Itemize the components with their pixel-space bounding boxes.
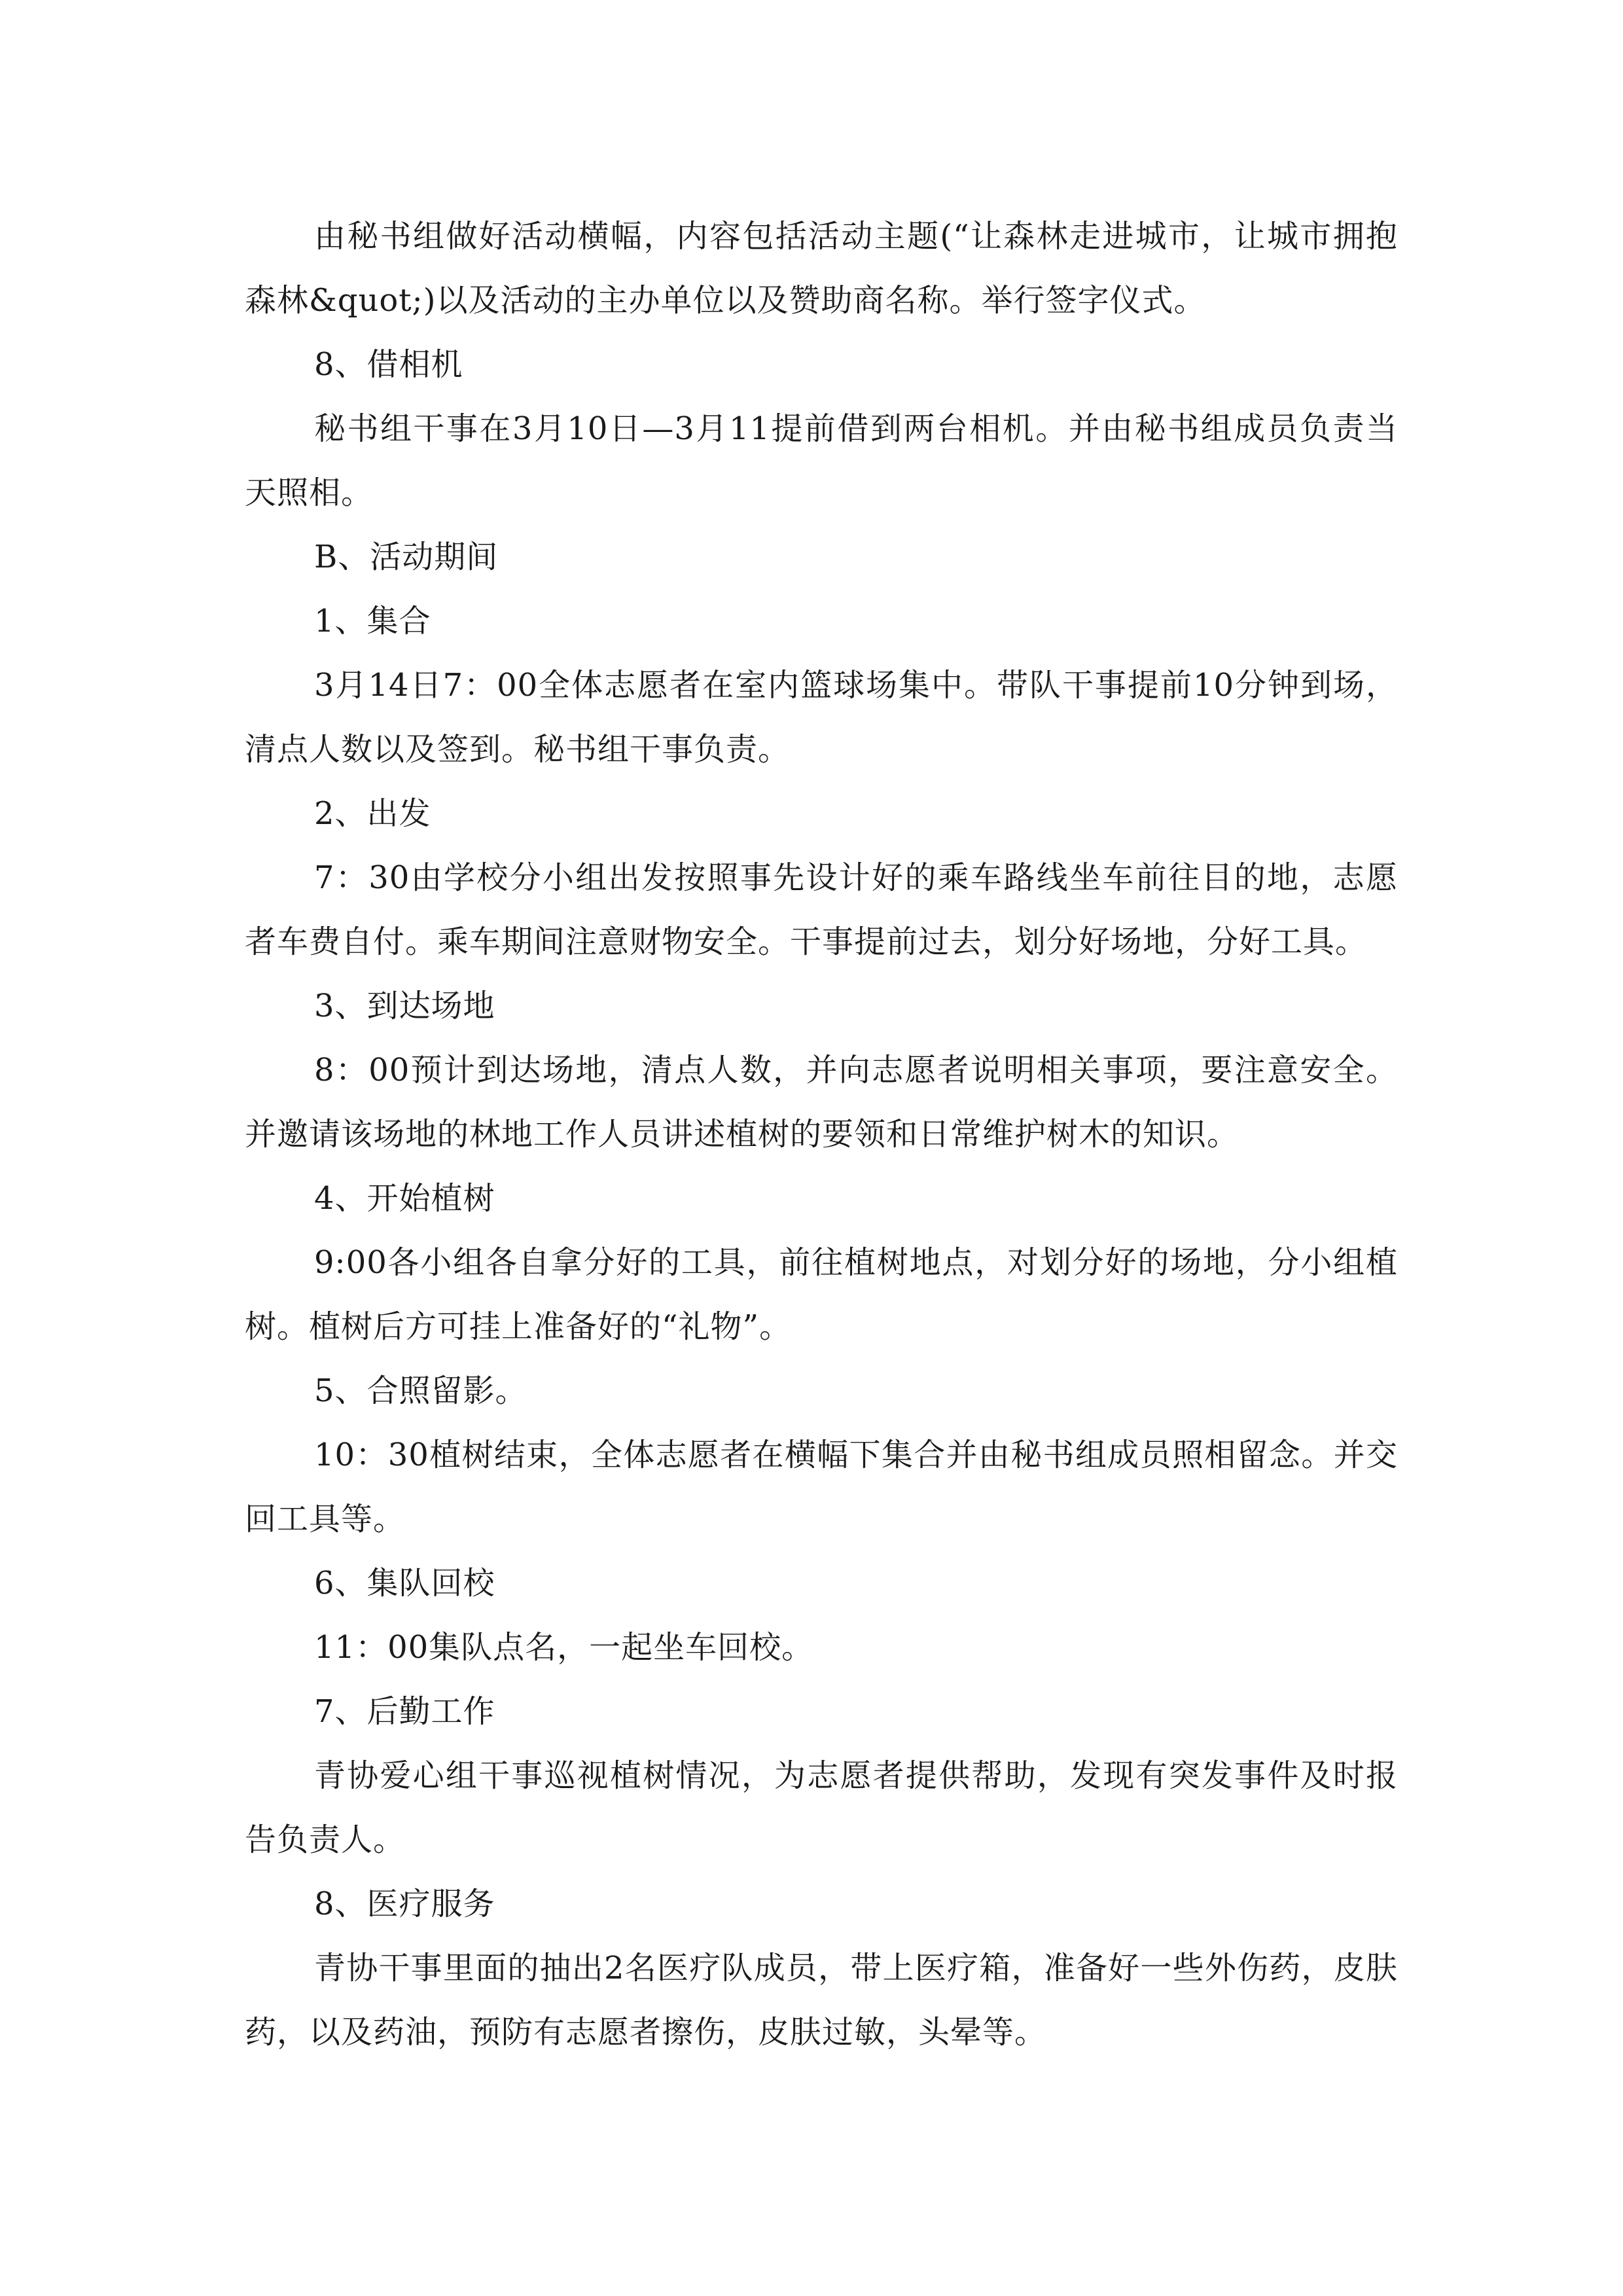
paragraph-medical: 青协干事里面的抽出2名医疗队成员，带上医疗箱，准备好一些外伤药，皮肤药，以及药油，预防有志愿者擦伤，皮肤过敏，头晕等。 bbox=[245, 1950, 1398, 2051]
paragraph-logistics: 青协爱心组干事巡视植树情况，为志愿者提供帮助，发现有突发事件及时报告负责人。 bbox=[245, 1757, 1398, 1858]
paragraph-depart: 7：30由学校分小组出发按照事先设计好的乘车路线坐车前往目的地，志愿者车费自付。乘车期间注意财物安全。干事提前过去，划分好场地，分好工具。 bbox=[245, 859, 1398, 960]
paragraph-camera: 秘书组干事在3月10日—3月11提前借到两台相机。并由秘书组成员负责当天照相。 bbox=[245, 410, 1398, 511]
heading-group-photo: 5、合照留影。 bbox=[314, 1372, 527, 1409]
paragraph-start-planting: 9:00各小组各自拿分好的工具，前往植树地点，对划分好的场地，分小组植树。植树后方可挂上准备好的“礼物”。 bbox=[245, 1244, 1398, 1345]
heading-borrow-camera: 8、借相机 bbox=[314, 346, 463, 383]
document-body bbox=[245, 204, 1398, 2064]
paragraph-banner: 由秘书组做好活动横幅，内容包括活动主题(“让森林走进城市，让城市拥抱森林&quot;)以及活动的主办单位以及赞助商名称。举行签字仪式。 bbox=[245, 218, 1398, 319]
heading-depart: 2、出发 bbox=[314, 795, 431, 832]
heading-activity-period: B、活动期间 bbox=[314, 539, 499, 575]
heading-arrive: 3、到达场地 bbox=[314, 988, 495, 1024]
paragraph-assemble: 3月14日7：00全体志愿者在室内篮球场集中。带队干事提前10分钟到场，清点人数以及签到。秘书组干事负责。 bbox=[245, 667, 1398, 768]
heading-logistics: 7、后勤工作 bbox=[314, 1693, 495, 1730]
heading-medical: 8、医疗服务 bbox=[314, 1886, 495, 1922]
heading-start-planting: 4、开始植树 bbox=[314, 1180, 495, 1217]
paragraph-group-photo: 10：30植树结束，全体志愿者在横幅下集合并由秘书组成员照相留念。并交回工具等。 bbox=[245, 1437, 1398, 1537]
heading-return: 6、集队回校 bbox=[314, 1565, 495, 1602]
paragraph-return: 11：00集队点名，一起坐车回校。 bbox=[314, 1629, 814, 1666]
heading-assemble: 1、集合 bbox=[314, 603, 431, 639]
paragraph-arrive: 8：00预计到达场地，清点人数，并向志愿者说明相关事项，要注意安全。并邀请该场地的林地工作人员讲述植树的要领和日常维护树木的知识。 bbox=[245, 1052, 1398, 1153]
